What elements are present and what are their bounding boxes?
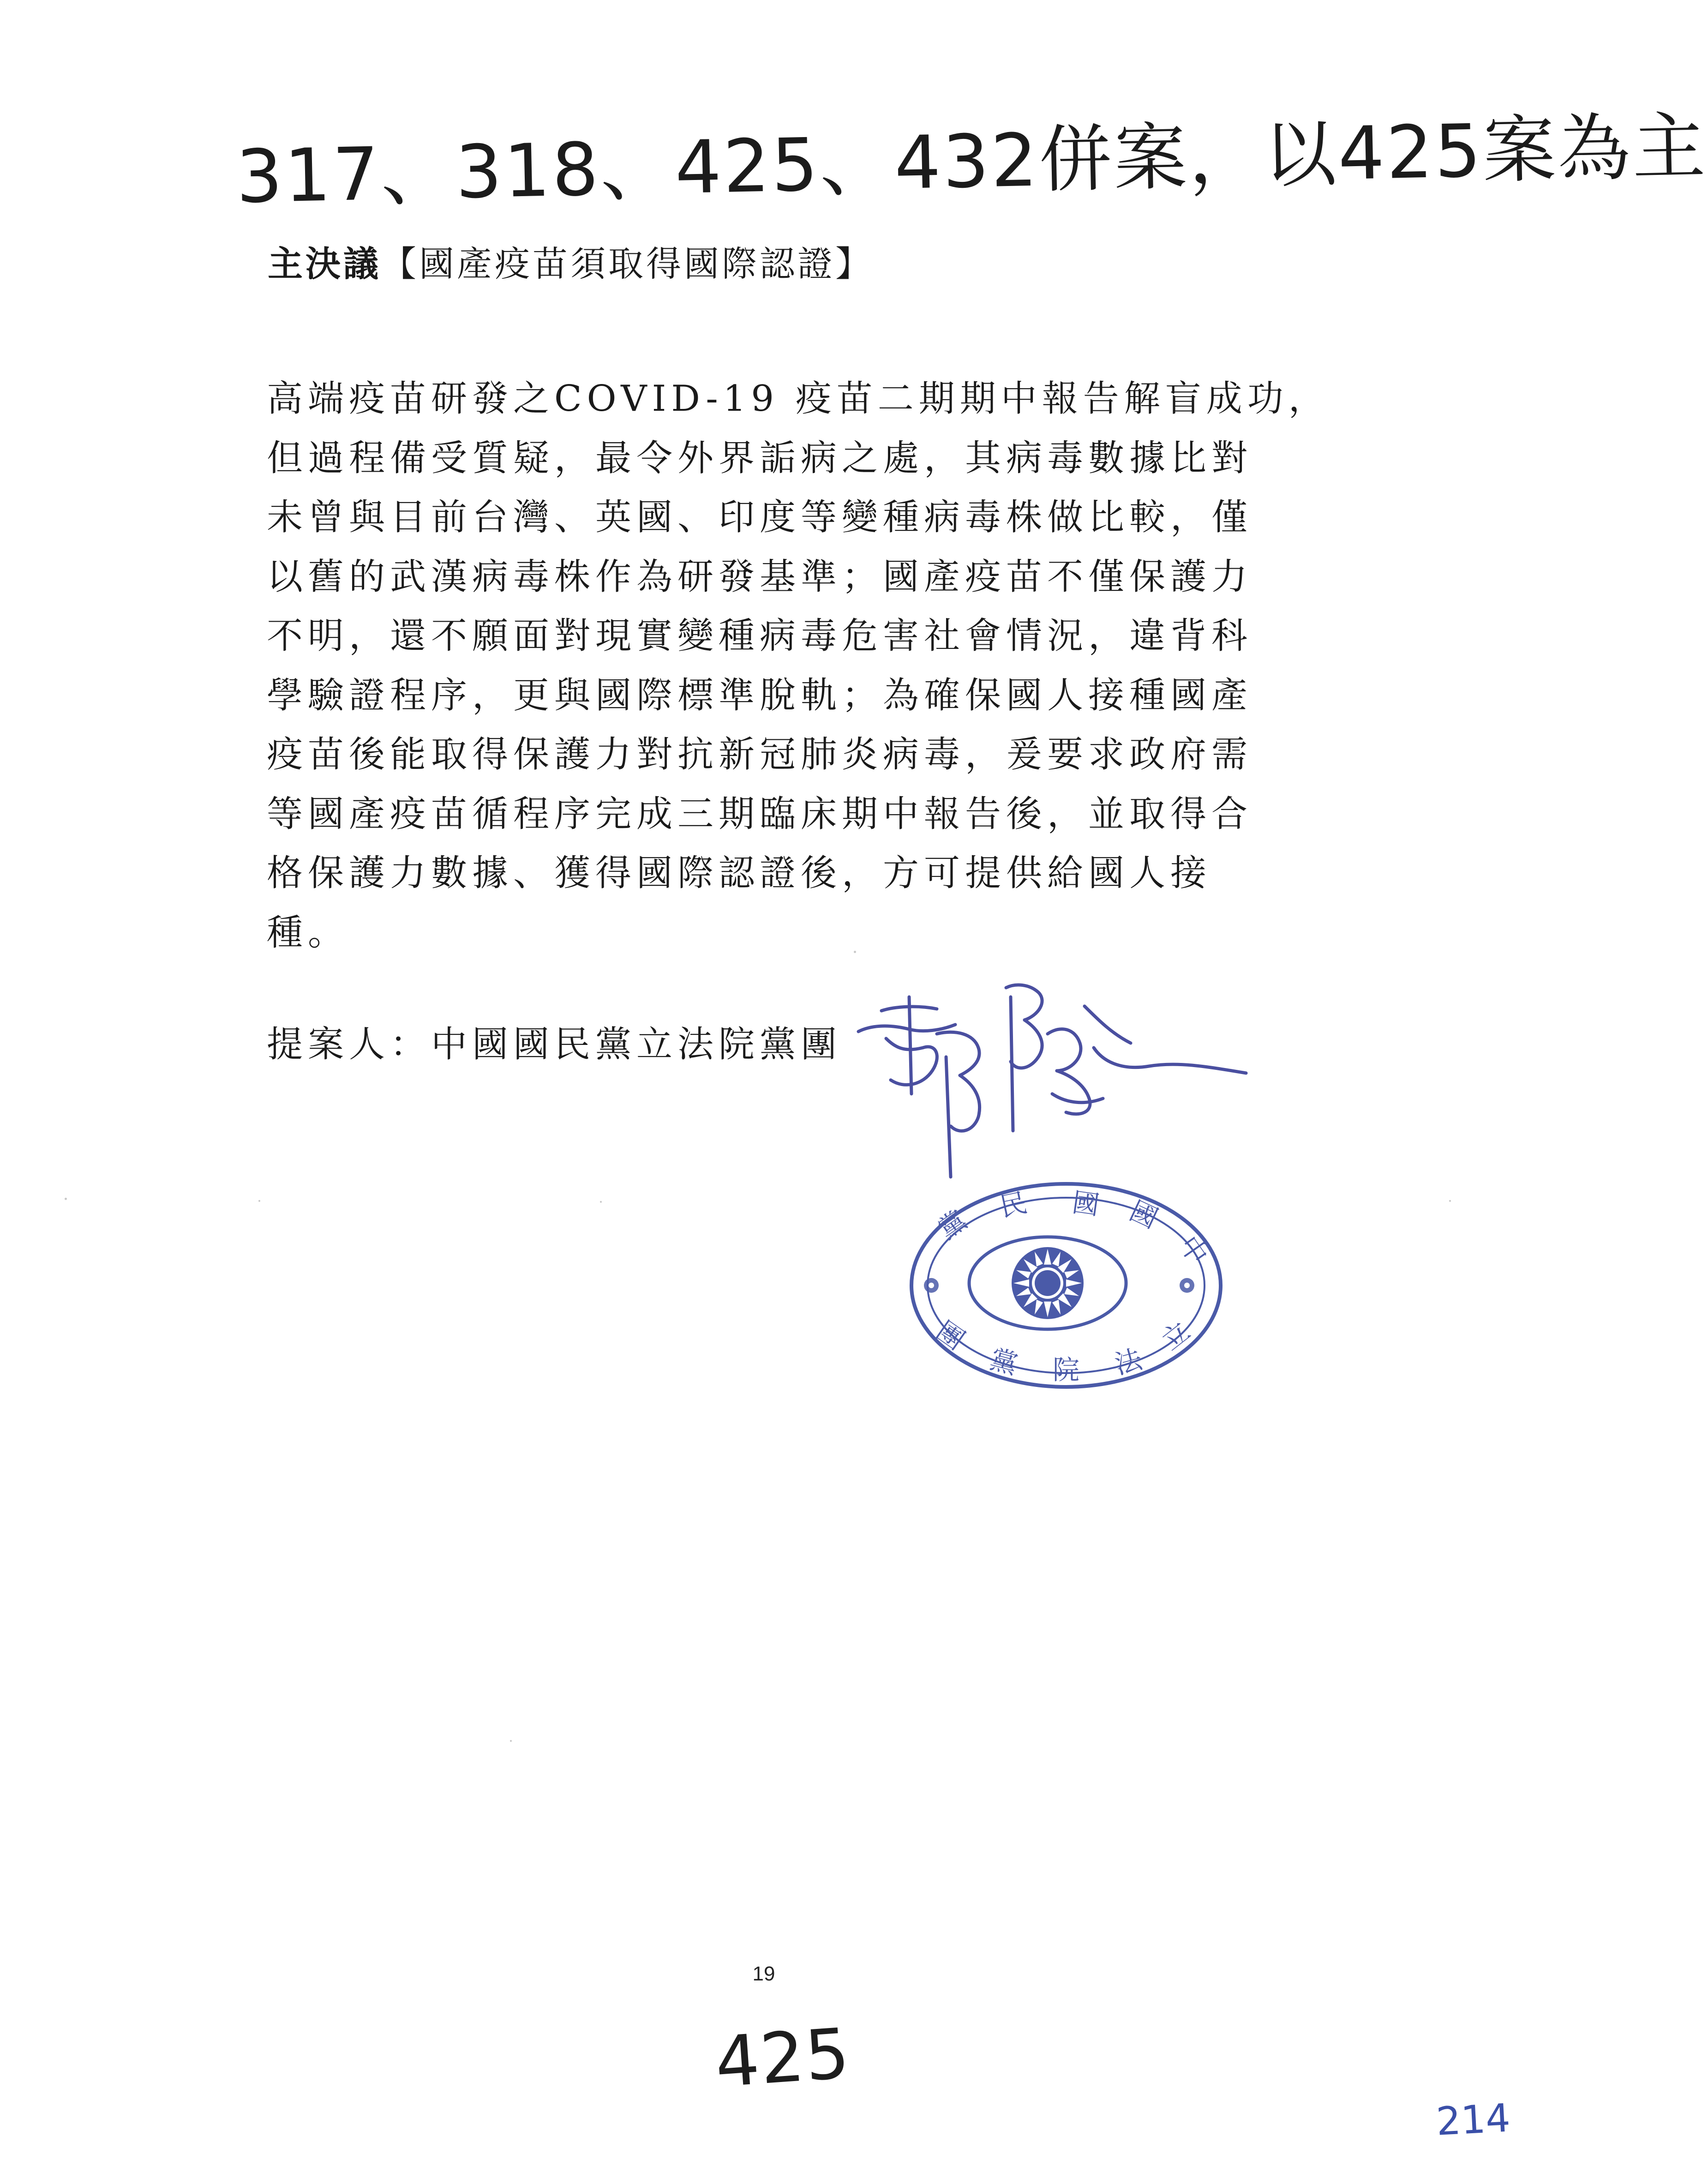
body-line: 種。 <box>267 912 349 954</box>
party-seal <box>905 1177 1228 1394</box>
body-line: 學驗證程序，更與國際標準脫軌；為確保國人接種國產 <box>267 674 1253 716</box>
scan-speck <box>1449 1200 1451 1202</box>
handwritten-case-note: 317、318、425、432併案，以425案為主 <box>235 104 1708 220</box>
scan-speck <box>258 1200 260 1202</box>
seal-char: 院 <box>1052 1354 1080 1386</box>
scan-speck <box>510 1740 512 1742</box>
handwritten-case-number: 425 <box>713 2013 853 2103</box>
page-number: 19 <box>752 1962 775 1985</box>
seal-char: 國 <box>1125 1194 1163 1235</box>
seal-char: 立 <box>1155 1315 1196 1356</box>
body-line: 格保護力數據、獲得國際認證後，方可提供給國人接 <box>267 852 1212 894</box>
body-line: 但過程備受質疑，最令外界詬病之處，其病毒數據比對 <box>267 437 1253 479</box>
scan-speck <box>854 951 856 953</box>
seal-char: 黨 <box>987 1343 1021 1381</box>
body-line: 未曾與目前台灣、英國、印度等變種病毒株做比較，僅 <box>267 497 1253 538</box>
resolution-lead: 主決議 <box>268 243 381 284</box>
seal-char: 中 <box>1173 1230 1214 1270</box>
proposer-line: 提案人：中國國民黨立法院黨團 <box>267 1024 842 1065</box>
scan-speck <box>65 1198 67 1200</box>
body-line: 高端疫苗研發之COVID-19 疫苗二期期中報告解盲成功， <box>267 378 1330 420</box>
handwritten-signature <box>854 978 1251 1191</box>
seal-char: 法 <box>1111 1343 1145 1381</box>
handwritten-corner-number: 214 <box>1435 2095 1511 2144</box>
resolution-title <box>268 243 873 284</box>
scan-speck <box>600 1201 602 1203</box>
seal-char: 國 <box>1070 1186 1102 1221</box>
resolution-subject: 【國產疫苗須取得國際認證】 <box>381 243 873 284</box>
body-line: 不明，還不願面對現實變種病毒危害社會情況，違背科 <box>267 615 1253 657</box>
seal-char: 團 <box>930 1315 971 1356</box>
seal-char: 民 <box>997 1187 1030 1223</box>
body-line: 等國產疫苗循程序完成三期臨床期中報告後，並取得合 <box>267 793 1253 835</box>
seal-char: 黨 <box>932 1204 972 1246</box>
resolution-body <box>267 369 1330 962</box>
body-line: 疫苗後能取得保護力對抗新冠肺炎病毒，爰要求政府需 <box>267 734 1253 775</box>
body-line: 以舊的武漢病毒株作為研發基準；國產疫苗不僅保護力 <box>267 556 1253 598</box>
